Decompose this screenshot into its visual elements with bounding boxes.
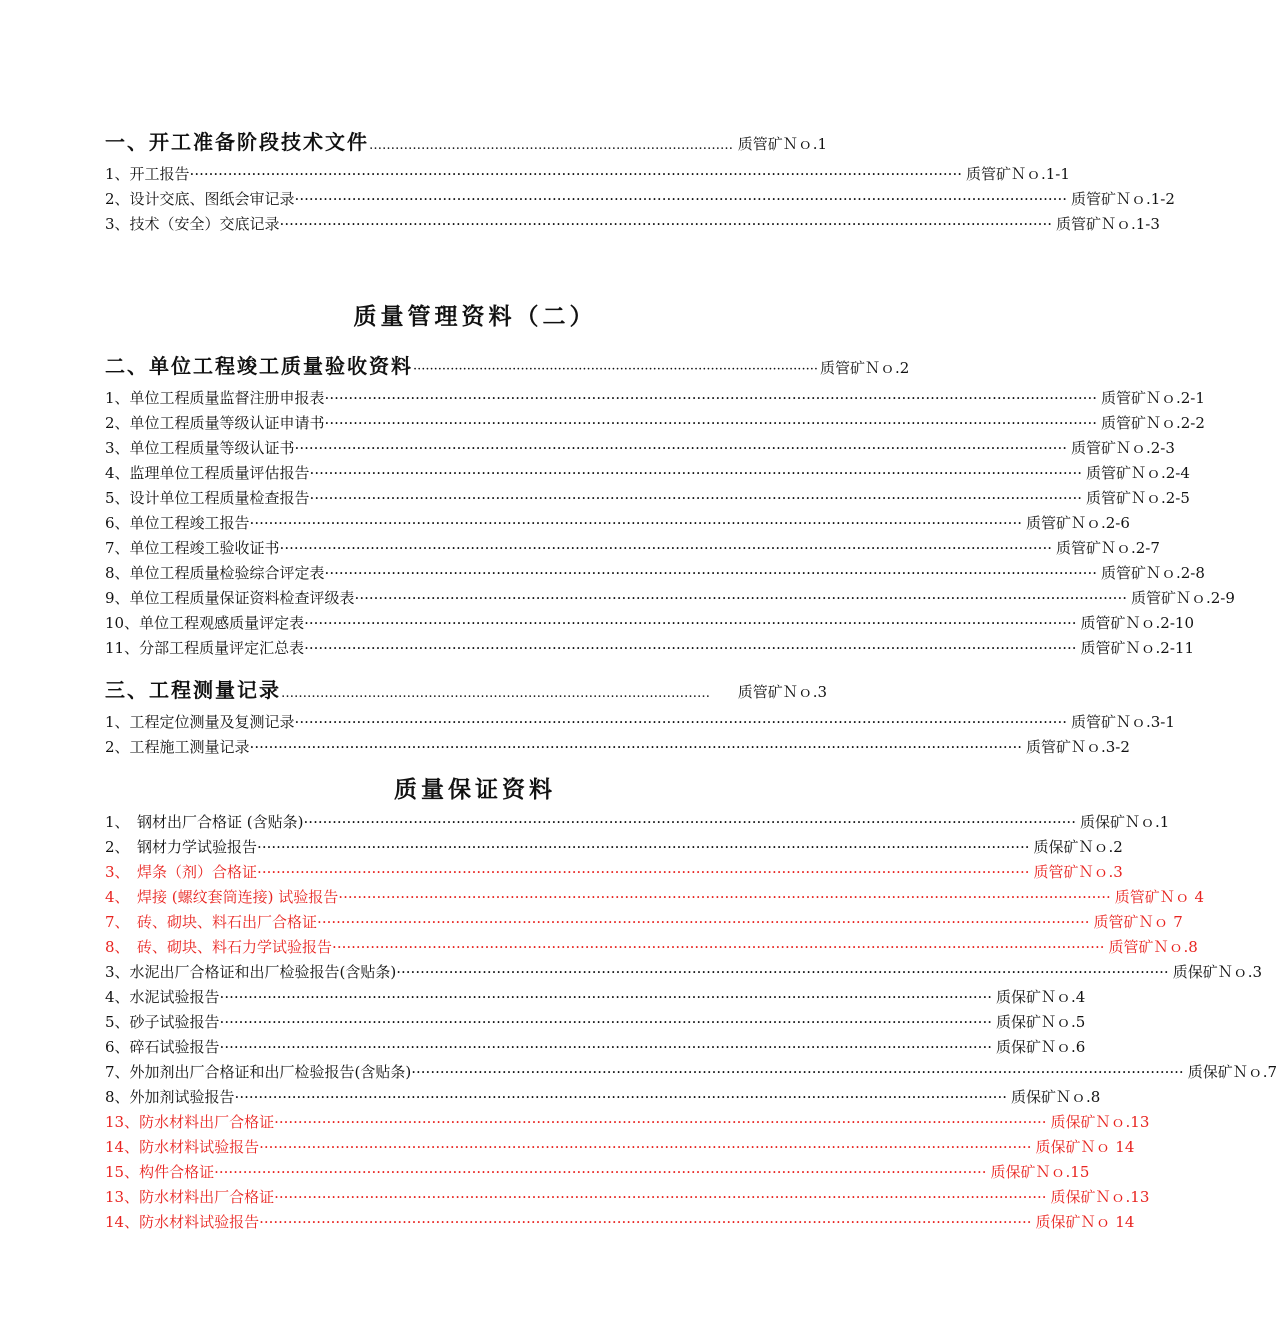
item-code: 质保矿Ｎｏ 14	[1035, 1213, 1135, 1231]
item-code: 质管矿Ｎｏ.2-10	[1080, 614, 1194, 632]
list-item	[105, 536, 1160, 560]
item-label: 5、设计单位工程质量检查报告 ·····	[105, 486, 1082, 510]
item-code: 质保矿Ｎｏ.5	[995, 1013, 1086, 1031]
item-label: 8、单位工程质量检验综合评定表 ·····	[105, 561, 1097, 585]
list-item	[105, 511, 1130, 535]
item-code: 质管矿Ｎｏ.3-1	[1070, 713, 1175, 731]
item-code: 质管矿Ｎｏ 7	[1093, 913, 1183, 931]
item-code: 质管矿Ｎｏ.3-2	[1025, 738, 1130, 756]
list-item-highlighted	[105, 1185, 1150, 1209]
item-code: 质保矿Ｎｏ.3	[1172, 963, 1262, 981]
section-code: 质管矿Ｎｏ.3	[737, 683, 827, 701]
list-item	[105, 486, 1190, 510]
list-item	[105, 1010, 1086, 1034]
item-label: 3、 焊条（剂）合格证 ·····	[105, 860, 1029, 884]
list-item-highlighted	[105, 910, 1183, 934]
item-code: 质管矿Ｎｏ.2-8	[1100, 564, 1205, 582]
list-item	[105, 461, 1190, 485]
item-label: 3、技术（安全）交底记录 ·····	[105, 212, 1052, 236]
item-code: 质管矿Ｎｏ.2-1	[1100, 389, 1205, 407]
item-code: 质保矿Ｎｏ.13	[1050, 1113, 1150, 1131]
item-code: 质管矿Ｎｏ.8	[1108, 938, 1198, 956]
item-code: 质保矿Ｎｏ.7	[1187, 1063, 1277, 1081]
list-item	[105, 162, 1070, 186]
item-code: 质管矿Ｎｏ.2-4	[1085, 464, 1190, 482]
item-code: 质保矿Ｎｏ 14	[1035, 1138, 1135, 1156]
item-label: 15、构件合格证 ·····	[105, 1160, 987, 1184]
section-heading-2	[105, 350, 910, 379]
item-label: 14、防水材料试验报告 ·····	[105, 1210, 1032, 1234]
page-title: 质量管理资料（二）	[353, 303, 597, 330]
list-item	[105, 710, 1175, 734]
item-code: 质管矿Ｎｏ.2-2	[1100, 414, 1205, 432]
item-label: 4、 焊接 (螺纹套筒连接) 试验报告 ·····	[105, 885, 1111, 909]
list-item	[105, 835, 1123, 859]
item-label: 11、分部工程质量评定汇总表 ·····	[105, 636, 1077, 660]
item-label: 10、单位工程观感质量评定表 ·····	[105, 611, 1077, 635]
list-item-highlighted	[105, 885, 1205, 909]
list-item-highlighted	[105, 1135, 1135, 1159]
item-label: 1、工程定位测量及复测记录 ·····	[105, 710, 1067, 734]
item-code: 质管矿Ｎｏ.2-7	[1055, 539, 1160, 557]
item-code: 质保矿Ｎｏ.2	[1033, 838, 1123, 856]
item-label: 13、防水材料出厂合格证 ·····	[105, 1185, 1047, 1209]
list-item	[105, 636, 1194, 660]
list-item-highlighted	[105, 860, 1123, 884]
section-title: 二、单位工程竣工质量验收资料	[105, 354, 413, 378]
item-label: 9、单位工程质量保证资料检查评级表 ·····	[105, 586, 1127, 610]
item-label: 7、单位工程竣工验收证书 ·····	[105, 536, 1052, 560]
item-label: 5、砂子试验报告 ·····	[105, 1010, 992, 1034]
section-code: 质管矿Ｎｏ.1	[737, 135, 827, 153]
section-title-quality-assurance: 质量保证资料	[394, 776, 556, 803]
list-item-highlighted	[105, 1110, 1150, 1134]
list-item	[105, 985, 1086, 1009]
list-item	[105, 586, 1235, 610]
leader-dots: ………………………………………………………………………………………	[281, 686, 710, 701]
item-label: 8、外加剂试验报告 ·····	[105, 1085, 1007, 1109]
list-item	[105, 411, 1205, 435]
item-label: 3、水泥出厂合格证和出厂检验报告(含贴条) ·····	[105, 960, 1169, 984]
item-label: 1、开工报告 ·····	[105, 162, 962, 186]
item-label: 1、单位工程质量监督注册申报表 ·····	[105, 386, 1097, 410]
list-item	[105, 212, 1160, 236]
leader-dots: ··································································································	[413, 362, 818, 377]
item-code: 质保矿Ｎｏ.8	[1010, 1088, 1101, 1106]
item-code: 质管矿Ｎｏ.2-3	[1070, 439, 1175, 457]
section-heading-1	[105, 126, 827, 155]
section-title: 一、开工准备阶段技术文件	[105, 130, 369, 154]
list-item	[105, 1060, 1277, 1084]
item-code: 质保矿Ｎｏ.13	[1050, 1188, 1150, 1206]
section-code: 质管矿Ｎｏ.2	[819, 359, 910, 377]
list-item	[105, 386, 1205, 410]
item-code: 质管矿Ｎｏ.3	[1033, 863, 1123, 881]
list-item-highlighted	[105, 1210, 1135, 1234]
item-label: 8、 砖、砌块、料石力学试验报告 ·····	[105, 935, 1104, 959]
item-label: 2、单位工程质量等级认证申请书 ·····	[105, 411, 1097, 435]
list-item	[105, 187, 1175, 211]
section-heading-3	[105, 674, 827, 703]
leader-dots: …………………………………………………………………………	[369, 138, 733, 153]
item-code: 质保矿Ｎｏ.15	[990, 1163, 1090, 1181]
list-item	[105, 1035, 1086, 1059]
item-label: 4、监理单位工程质量评估报告 ·····	[105, 461, 1082, 485]
list-item	[105, 735, 1130, 759]
item-label: 7、 砖、砌块、料石出厂合格证 ·····	[105, 910, 1089, 934]
item-code: 质管矿Ｎｏ.2-6	[1025, 514, 1130, 532]
list-item-highlighted	[105, 935, 1198, 959]
item-code: 质管矿Ｎｏ.1-2	[1070, 190, 1175, 208]
item-code: 质管矿Ｎｏ.2-5	[1085, 489, 1190, 507]
item-label: 3、单位工程质量等级认证书 ·····	[105, 436, 1067, 460]
item-code: 质管矿Ｎｏ.1-3	[1055, 215, 1160, 233]
item-code: 质管矿Ｎｏ.1-1	[965, 165, 1070, 183]
list-item	[105, 561, 1205, 585]
item-label: 1、 钢材出厂合格证 (含贴条) ·····	[105, 810, 1076, 834]
list-item	[105, 960, 1262, 984]
item-label: 7、外加剂出厂合格证和出厂检验报告(含贴条) ·····	[105, 1060, 1184, 1084]
section-title: 三、工程测量记录	[105, 678, 281, 702]
item-label: 6、碎石试验报告 ·····	[105, 1035, 992, 1059]
item-code: 质管矿Ｎｏ.2-9	[1130, 589, 1235, 607]
item-code: 质保矿Ｎｏ.6	[995, 1038, 1086, 1056]
item-code: 质保矿Ｎｏ.4	[995, 988, 1086, 1006]
list-item	[105, 436, 1175, 460]
list-item	[105, 810, 1170, 834]
list-item	[105, 611, 1194, 635]
item-label: 2、设计交底、图纸会审记录 ·····	[105, 187, 1067, 211]
list-item-highlighted	[105, 1160, 1090, 1184]
item-label: 6、单位工程竣工报告 ·····	[105, 511, 1022, 535]
item-label: 4、水泥试验报告 ·····	[105, 985, 992, 1009]
item-code: 质管矿Ｎｏ 4	[1114, 888, 1205, 906]
item-label: 2、工程施工测量记录 ·····	[105, 735, 1022, 759]
list-item	[105, 1085, 1101, 1109]
item-label: 14、防水材料试验报告 ·····	[105, 1135, 1032, 1159]
item-label: 13、防水材料出厂合格证 ·····	[105, 1110, 1047, 1134]
item-code: 质管矿Ｎｏ.2-11	[1080, 639, 1194, 657]
item-label: 2、 钢材力学试验报告 ·····	[105, 835, 1029, 859]
item-code: 质保矿Ｎｏ.1	[1079, 813, 1170, 831]
